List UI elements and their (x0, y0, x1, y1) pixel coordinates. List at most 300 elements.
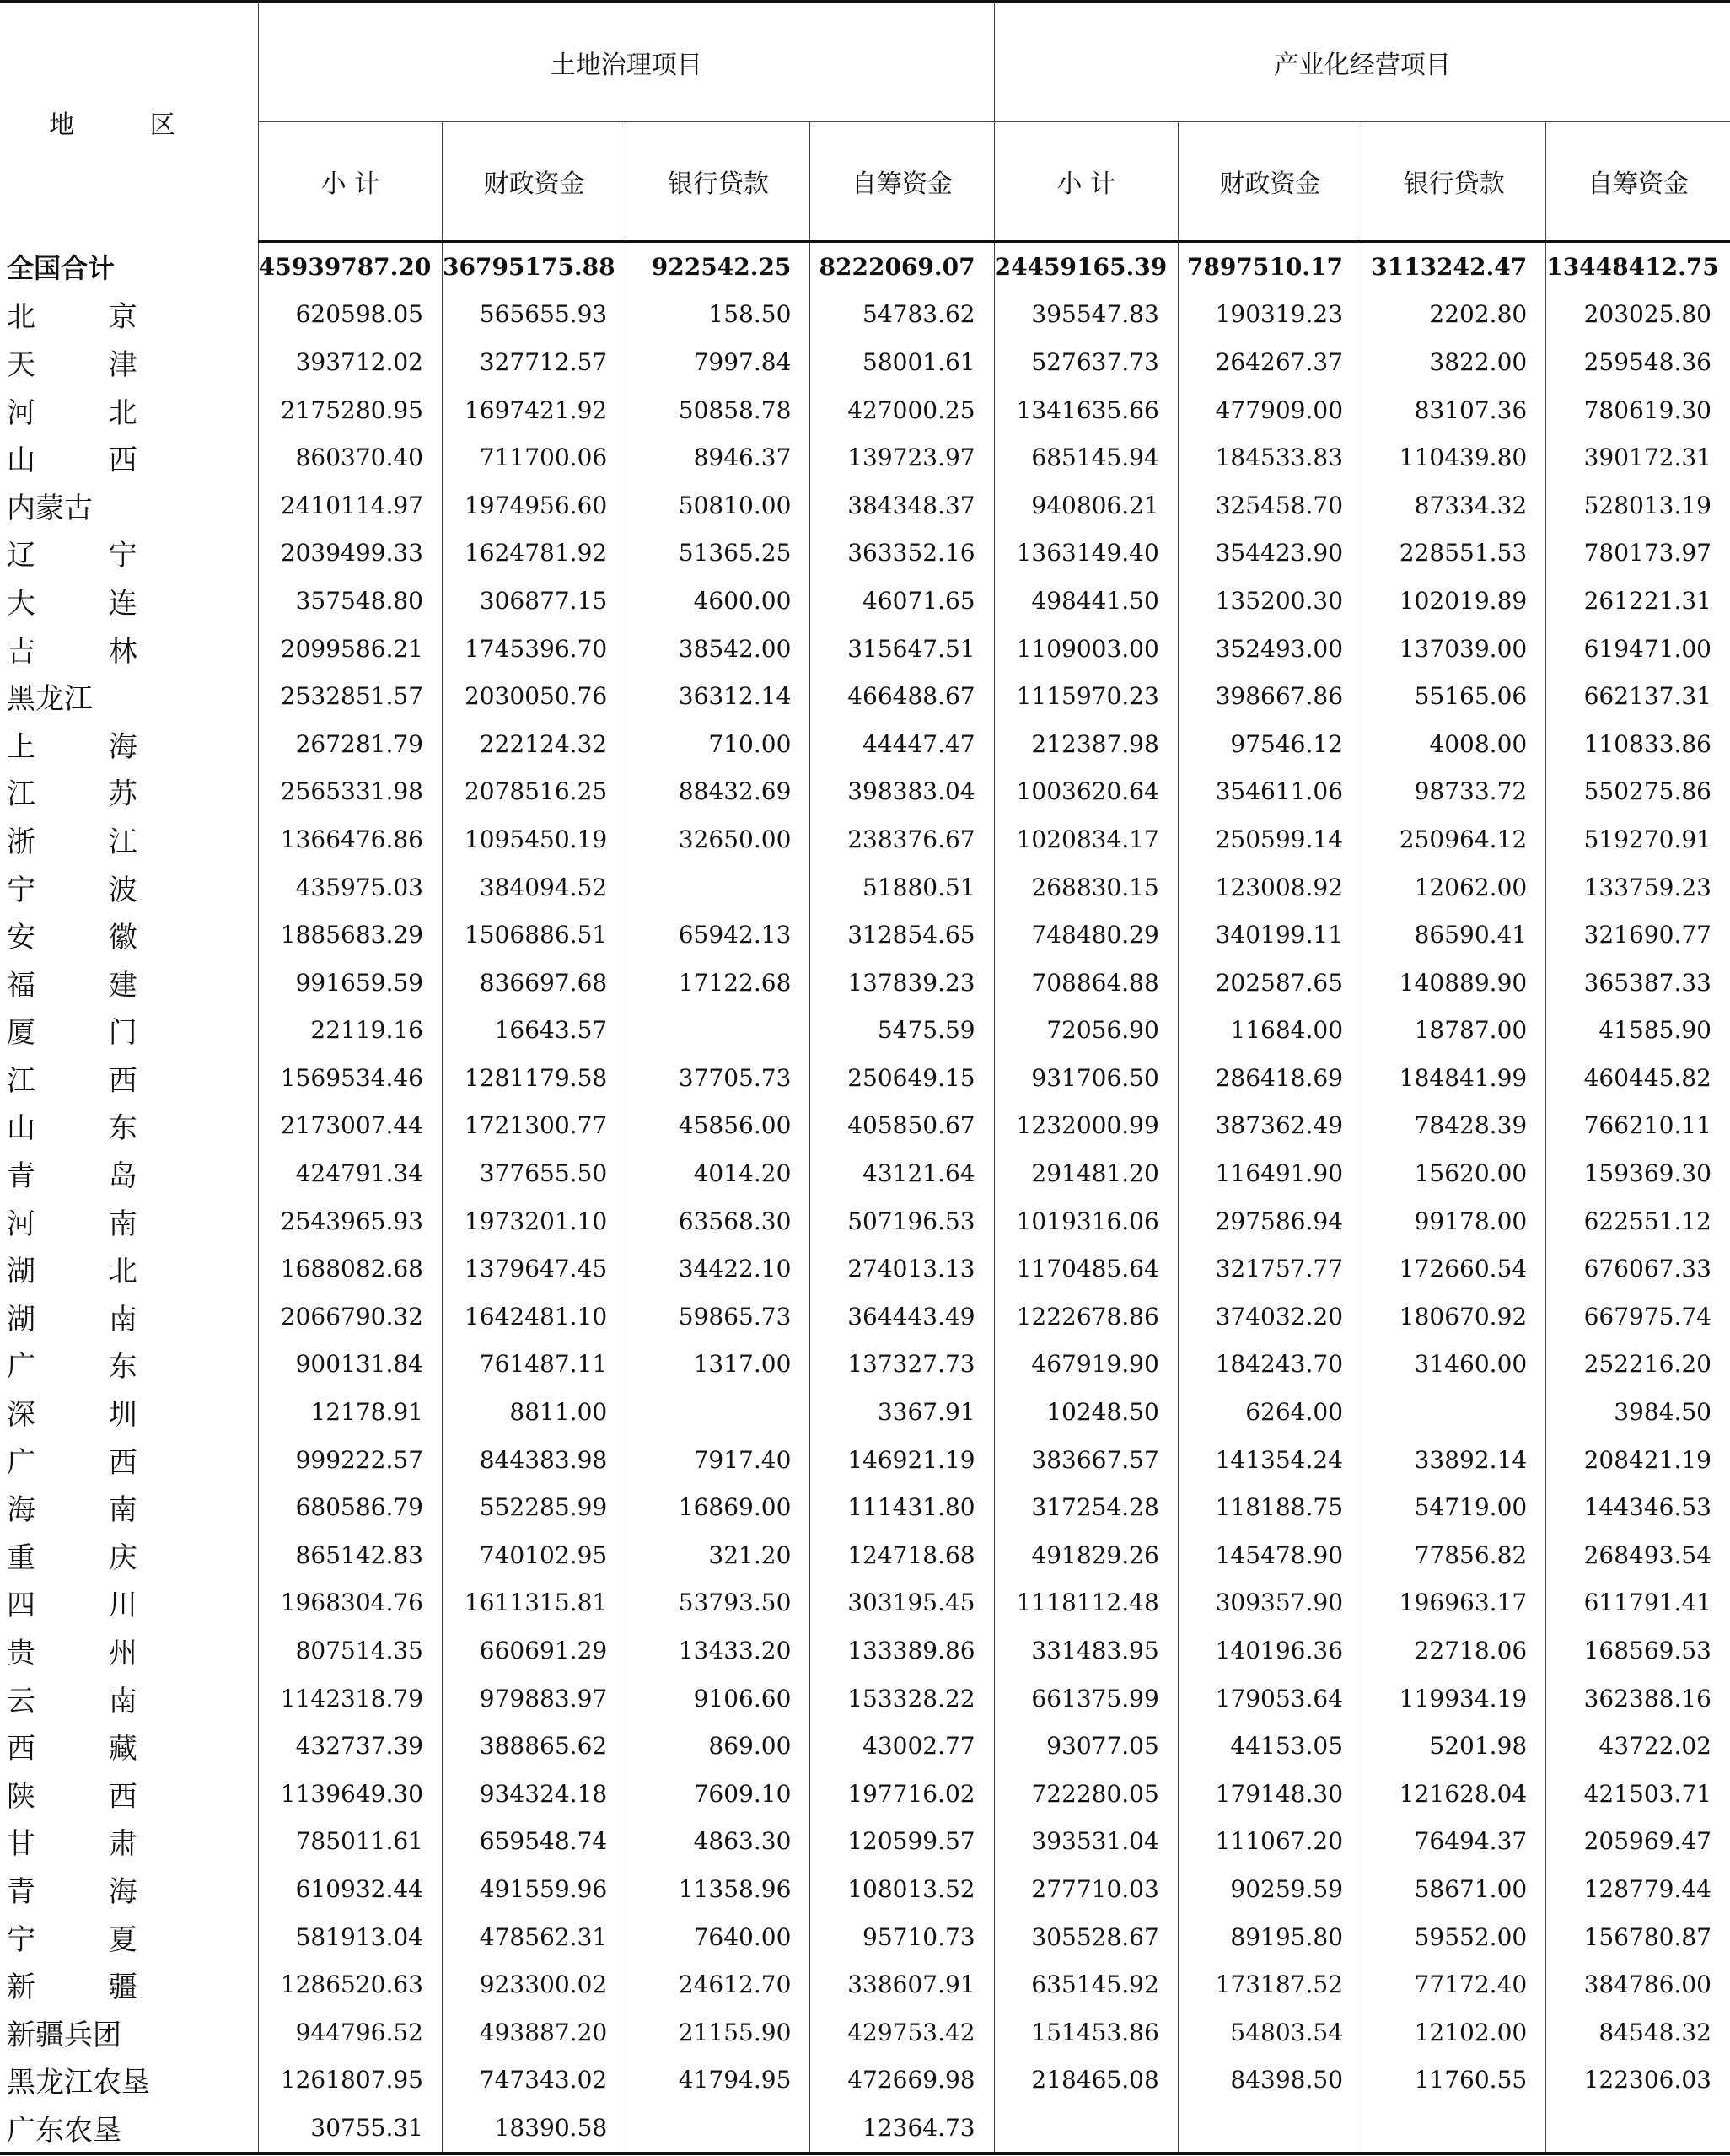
value-cell: 435975.03 (258, 863, 442, 911)
value-cell: 498441.50 (994, 577, 1178, 625)
table-row (0, 1007, 1730, 1055)
value-cell: 6264.00 (1178, 1388, 1362, 1436)
value-cell: 97546.12 (1178, 720, 1362, 768)
value-cell: 11760.55 (1362, 2057, 1546, 2105)
value-cell: 128779.44 (1546, 1865, 1730, 1913)
value-cell (1178, 2104, 1362, 2153)
value-cell: 59552.00 (1362, 1913, 1546, 1961)
value-cell: 297586.94 (1178, 1197, 1362, 1245)
value-cell: 63568.30 (626, 1197, 810, 1245)
value-cell: 303195.45 (810, 1579, 994, 1627)
value-cell (994, 2104, 1178, 2153)
value-cell: 1569534.46 (258, 1054, 442, 1102)
value-cell: 2039499.33 (258, 530, 442, 578)
value-cell: 84548.32 (1546, 2008, 1730, 2057)
value-cell: 41794.95 (626, 2057, 810, 2105)
value-cell: 519270.91 (1546, 815, 1730, 863)
value-cell: 4014.20 (626, 1149, 810, 1197)
value-cell: 398383.04 (810, 768, 994, 816)
value-cell: 55165.06 (1362, 672, 1546, 720)
value-cell: 212387.98 (994, 720, 1178, 768)
value-cell: 2532851.57 (258, 672, 442, 720)
value-cell: 12364.73 (810, 2104, 994, 2153)
value-cell: 264267.37 (1178, 338, 1362, 386)
value-cell: 338607.91 (810, 1960, 994, 2008)
value-cell: 159369.30 (1546, 1149, 1730, 1197)
value-cell: 931706.50 (994, 1054, 1178, 1102)
value-cell: 1341635.66 (994, 386, 1178, 434)
value-cell: 552285.99 (443, 1483, 626, 1531)
region-name: 吉 林 (0, 625, 258, 673)
value-cell: 205969.47 (1546, 1818, 1730, 1866)
value-cell: 208421.19 (1546, 1436, 1730, 1484)
value-cell: 317254.28 (994, 1483, 1178, 1531)
value-cell: 21155.90 (626, 2008, 810, 2057)
region-name: 山 东 (0, 1102, 258, 1150)
value-cell: 365387.33 (1546, 959, 1730, 1007)
value-cell: 944796.52 (258, 2008, 442, 2057)
value-cell: 123008.92 (1178, 863, 1362, 911)
value-cell: 860370.40 (258, 433, 442, 481)
value-cell: 1745396.70 (443, 625, 626, 673)
value-cell: 405850.67 (810, 1102, 994, 1150)
value-cell: 4600.00 (626, 577, 810, 625)
value-cell: 173187.52 (1178, 1960, 1362, 2008)
value-cell: 33892.14 (1362, 1436, 1546, 1484)
value-cell: 12178.91 (258, 1388, 442, 1436)
region-column-header: 地 区 (0, 2, 258, 242)
value-cell: 268493.54 (1546, 1531, 1730, 1579)
value-cell: 83107.36 (1362, 386, 1546, 434)
value-cell: 680586.79 (258, 1483, 442, 1531)
value-cell: 3822.00 (1362, 338, 1546, 386)
table-row (0, 386, 1730, 434)
table-header (0, 2, 1730, 242)
value-cell: 98733.72 (1362, 768, 1546, 816)
value-cell: 7640.00 (626, 1913, 810, 1961)
land-self-raised-header: 自筹资金 (810, 122, 994, 242)
value-cell: 460445.82 (1546, 1054, 1730, 1102)
value-cell (626, 863, 810, 911)
value-cell: 286418.69 (1178, 1054, 1362, 1102)
value-cell: 387362.49 (1178, 1102, 1362, 1150)
value-cell: 321757.77 (1178, 1245, 1362, 1293)
value-cell: 261221.31 (1546, 577, 1730, 625)
value-cell: 13448412.75 (1546, 242, 1730, 291)
value-cell: 24459165.39 (994, 242, 1178, 291)
value-cell: 45939787.20 (258, 242, 442, 291)
value-cell: 610932.44 (258, 1865, 442, 1913)
value-cell: 137039.00 (1362, 625, 1546, 673)
value-cell: 1286520.63 (258, 1960, 442, 2008)
value-cell: 87334.32 (1362, 481, 1546, 530)
region-name: 福 建 (0, 959, 258, 1007)
value-cell: 76494.37 (1362, 1818, 1546, 1866)
value-cell: 77856.82 (1362, 1531, 1546, 1579)
value-cell: 172660.54 (1362, 1245, 1546, 1293)
value-cell: 18390.58 (443, 2104, 626, 2153)
value-cell: 65942.13 (626, 911, 810, 959)
table-row (0, 672, 1730, 720)
region-name: 广 西 (0, 1436, 258, 1484)
value-cell: 277710.03 (994, 1865, 1178, 1913)
value-cell: 168569.53 (1546, 1626, 1730, 1675)
value-cell: 93077.05 (994, 1722, 1178, 1770)
value-cell: 31460.00 (1362, 1341, 1546, 1389)
value-cell: 991659.59 (258, 959, 442, 1007)
industry-subtotal-header: 小 计 (994, 122, 1178, 242)
table-row (0, 2104, 1730, 2153)
value-cell: 72056.90 (994, 1007, 1178, 1055)
value-cell: 923300.02 (443, 1960, 626, 2008)
value-cell: 4863.30 (626, 1818, 810, 1866)
value-cell (1362, 1388, 1546, 1436)
value-cell: 13433.20 (626, 1626, 810, 1675)
value-cell: 36795175.88 (443, 242, 626, 291)
value-cell: 869.00 (626, 1722, 810, 1770)
table-row (0, 1341, 1730, 1389)
value-cell: 305528.67 (994, 1913, 1178, 1961)
value-cell: 95710.73 (810, 1913, 994, 1961)
value-cell: 659548.74 (443, 1818, 626, 1866)
value-cell: 354611.06 (1178, 768, 1362, 816)
value-cell: 184533.83 (1178, 433, 1362, 481)
value-cell: 2175280.95 (258, 386, 442, 434)
value-cell: 2410114.97 (258, 481, 442, 530)
value-cell: 111431.80 (810, 1483, 994, 1531)
value-cell: 2099586.21 (258, 625, 442, 673)
value-cell: 398667.86 (1178, 672, 1362, 720)
value-cell: 267281.79 (258, 720, 442, 768)
value-cell: 527637.73 (994, 338, 1178, 386)
value-cell (626, 1007, 810, 1055)
value-cell: 660691.29 (443, 1626, 626, 1675)
region-name: 辽 宁 (0, 530, 258, 578)
value-cell: 844383.98 (443, 1436, 626, 1484)
land-treatment-group-header: 土地治理项目 (258, 2, 994, 122)
value-cell: 250649.15 (810, 1054, 994, 1102)
value-cell (1362, 2104, 1546, 2153)
value-cell: 2565331.98 (258, 768, 442, 816)
value-cell: 1232000.99 (994, 1102, 1178, 1150)
value-cell: 384348.37 (810, 481, 994, 530)
table-row (0, 338, 1730, 386)
value-cell: 11358.96 (626, 1865, 810, 1913)
value-cell: 393712.02 (258, 338, 442, 386)
value-cell: 17122.68 (626, 959, 810, 1007)
region-name: 宁 夏 (0, 1913, 258, 1961)
value-cell: 58671.00 (1362, 1865, 1546, 1913)
value-cell: 12102.00 (1362, 2008, 1546, 2057)
value-cell: 619471.00 (1546, 625, 1730, 673)
industry-fiscal-header: 财政资金 (1178, 122, 1362, 242)
value-cell: 383667.57 (994, 1436, 1178, 1484)
value-cell: 54783.62 (810, 291, 994, 339)
value-cell: 250964.12 (1362, 815, 1546, 863)
land-subtotal-header: 小 计 (258, 122, 442, 242)
value-cell: 661375.99 (994, 1675, 1178, 1723)
region-name: 山 西 (0, 433, 258, 481)
value-cell: 1697421.92 (443, 386, 626, 434)
value-cell: 111067.20 (1178, 1818, 1362, 1866)
value-cell: 10248.50 (994, 1388, 1178, 1436)
value-cell: 611791.41 (1546, 1579, 1730, 1627)
value-cell: 86590.41 (1362, 911, 1546, 959)
value-cell: 51365.25 (626, 530, 810, 578)
value-cell: 1003620.64 (994, 768, 1178, 816)
value-cell (626, 2104, 810, 2153)
value-cell: 2173007.44 (258, 1102, 442, 1150)
value-cell: 622551.12 (1546, 1197, 1730, 1245)
value-cell: 364443.49 (810, 1293, 994, 1341)
region-name: 贵 州 (0, 1626, 258, 1675)
value-cell: 384094.52 (443, 863, 626, 911)
region-name: 青 岛 (0, 1149, 258, 1197)
value-cell: 16643.57 (443, 1007, 626, 1055)
value-cell: 44447.47 (810, 720, 994, 768)
value-cell: 137839.23 (810, 959, 994, 1007)
region-name: 天 津 (0, 338, 258, 386)
value-cell: 43121.64 (810, 1149, 994, 1197)
value-cell: 1642481.10 (443, 1293, 626, 1341)
value-cell: 711700.06 (443, 433, 626, 481)
value-cell: 620598.05 (258, 291, 442, 339)
value-cell: 110833.86 (1546, 720, 1730, 768)
table-row (0, 768, 1730, 816)
value-cell: 78428.39 (1362, 1102, 1546, 1150)
value-cell: 374032.20 (1178, 1293, 1362, 1341)
value-cell: 1261807.95 (258, 2057, 442, 2105)
table-row (0, 1913, 1730, 1961)
region-name: 河 北 (0, 386, 258, 434)
value-cell: 807514.35 (258, 1626, 442, 1675)
table-row (0, 1818, 1730, 1866)
value-cell: 54803.54 (1178, 2008, 1362, 2057)
value-cell: 395547.83 (994, 291, 1178, 339)
table-row (0, 1483, 1730, 1531)
industry-self-raised-header: 自筹资金 (1546, 122, 1730, 242)
region-name: 江 西 (0, 1054, 258, 1102)
value-cell: 315647.51 (810, 625, 994, 673)
value-cell: 268830.15 (994, 863, 1178, 911)
value-cell: 1019316.06 (994, 1197, 1178, 1245)
value-cell (1546, 2104, 1730, 2153)
value-cell: 491559.96 (443, 1865, 626, 1913)
value-cell: 110439.80 (1362, 433, 1546, 481)
value-cell: 12062.00 (1362, 863, 1546, 911)
value-cell: 467919.90 (994, 1341, 1178, 1389)
value-cell: 137327.73 (810, 1341, 994, 1389)
region-name: 新 疆 (0, 1960, 258, 2008)
table-row (0, 433, 1730, 481)
value-cell: 1020834.17 (994, 815, 1178, 863)
value-cell: 722280.05 (994, 1770, 1178, 1818)
value-cell: 1142318.79 (258, 1675, 442, 1723)
value-cell: 748480.29 (994, 911, 1178, 959)
value-cell: 90259.59 (1178, 1865, 1362, 1913)
value-cell: 1139649.30 (258, 1770, 442, 1818)
value-cell: 37705.73 (626, 1054, 810, 1102)
value-cell: 7917.40 (626, 1436, 810, 1484)
value-cell: 940806.21 (994, 481, 1178, 530)
value-cell: 146921.19 (810, 1436, 994, 1484)
value-cell: 1281179.58 (443, 1054, 626, 1102)
region-name: 厦 门 (0, 1007, 258, 1055)
region-name: 宁 波 (0, 863, 258, 911)
value-cell: 77172.40 (1362, 1960, 1546, 2008)
industry-bank-loan-header: 银行贷款 (1362, 122, 1546, 242)
region-name: 河 南 (0, 1197, 258, 1245)
value-cell: 2543965.93 (258, 1197, 442, 1245)
value-cell: 2078516.25 (443, 768, 626, 816)
value-cell: 3984.50 (1546, 1388, 1730, 1436)
value-cell: 662137.31 (1546, 672, 1730, 720)
value-cell: 354423.90 (1178, 530, 1362, 578)
table-row (0, 1865, 1730, 1913)
value-cell: 50810.00 (626, 481, 810, 530)
value-cell: 44153.05 (1178, 1722, 1362, 1770)
value-cell: 306877.15 (443, 577, 626, 625)
value-cell: 1118112.48 (994, 1579, 1178, 1627)
table-row (0, 911, 1730, 959)
national-total-row (0, 242, 1730, 291)
value-cell: 36312.14 (626, 672, 810, 720)
table-row (0, 1675, 1730, 1723)
value-cell: 325458.70 (1178, 481, 1362, 530)
value-cell: 384786.00 (1546, 1960, 1730, 2008)
value-cell: 477909.00 (1178, 386, 1362, 434)
value-cell: 785011.61 (258, 1818, 442, 1866)
value-cell: 197716.02 (810, 1770, 994, 1818)
value-cell: 1366476.86 (258, 815, 442, 863)
region-name: 黑龙江 (0, 672, 258, 720)
value-cell: 999222.57 (258, 1436, 442, 1484)
table-row (0, 1770, 1730, 1818)
value-cell: 153328.22 (810, 1675, 994, 1723)
region-name: 湖 南 (0, 1293, 258, 1341)
value-cell: 145478.90 (1178, 1531, 1362, 1579)
value-cell: 493887.20 (443, 2008, 626, 2057)
value-cell: 1222678.86 (994, 1293, 1178, 1341)
value-cell: 51880.51 (810, 863, 994, 911)
value-cell: 1115970.23 (994, 672, 1178, 720)
value-cell: 54719.00 (1362, 1483, 1546, 1531)
value-cell: 363352.16 (810, 530, 994, 578)
value-cell: 424791.34 (258, 1149, 442, 1197)
table-row (0, 1293, 1730, 1341)
value-cell: 685145.94 (994, 433, 1178, 481)
value-cell: 7997.84 (626, 338, 810, 386)
region-name: 深 圳 (0, 1388, 258, 1436)
table-row (0, 1245, 1730, 1293)
value-cell: 427000.25 (810, 386, 994, 434)
value-cell: 321690.77 (1546, 911, 1730, 959)
value-cell: 53793.50 (626, 1579, 810, 1627)
table-row (0, 720, 1730, 768)
value-cell: 250599.14 (1178, 815, 1362, 863)
value-cell: 7897510.17 (1178, 242, 1362, 291)
region-name: 云 南 (0, 1675, 258, 1723)
value-cell: 190319.23 (1178, 291, 1362, 339)
region-name: 黑龙江农垦 (0, 2057, 258, 2105)
value-cell: 99178.00 (1362, 1197, 1546, 1245)
value-cell (626, 1388, 810, 1436)
value-cell: 202587.65 (1178, 959, 1362, 1007)
region-name: 安 徽 (0, 911, 258, 959)
value-cell: 3113242.47 (1362, 242, 1546, 291)
value-cell: 865142.83 (258, 1531, 442, 1579)
value-cell: 309357.90 (1178, 1579, 1362, 1627)
value-cell: 1721300.77 (443, 1102, 626, 1150)
value-cell: 22119.16 (258, 1007, 442, 1055)
value-cell: 340199.11 (1178, 911, 1362, 959)
value-cell: 179053.64 (1178, 1675, 1362, 1723)
region-name: 青 海 (0, 1865, 258, 1913)
value-cell: 667975.74 (1546, 1293, 1730, 1341)
table-row (0, 1531, 1730, 1579)
value-cell: 1109003.00 (994, 625, 1178, 673)
region-name: 陕 西 (0, 1770, 258, 1818)
value-cell: 140196.36 (1178, 1626, 1362, 1675)
value-cell: 432737.39 (258, 1722, 442, 1770)
table-row (0, 1149, 1730, 1197)
value-cell: 708864.88 (994, 959, 1178, 1007)
table-row (0, 1436, 1730, 1484)
value-cell: 421503.71 (1546, 1770, 1730, 1818)
region-name: 全国合计 (0, 242, 258, 291)
value-cell: 18787.00 (1362, 1007, 1546, 1055)
value-cell: 4008.00 (1362, 720, 1546, 768)
value-cell: 550275.86 (1546, 768, 1730, 816)
region-name: 海 南 (0, 1483, 258, 1531)
value-cell: 228551.53 (1362, 530, 1546, 578)
region-name: 江 苏 (0, 768, 258, 816)
value-cell: 1506886.51 (443, 911, 626, 959)
value-cell: 1973201.10 (443, 1197, 626, 1245)
value-cell: 84398.50 (1178, 2057, 1362, 2105)
value-cell: 1611315.81 (443, 1579, 626, 1627)
value-cell: 331483.95 (994, 1626, 1178, 1675)
value-cell: 327712.57 (443, 338, 626, 386)
value-cell: 222124.32 (443, 720, 626, 768)
value-cell: 1688082.68 (258, 1245, 442, 1293)
value-cell: 491829.26 (994, 1531, 1178, 1579)
value-cell: 1974956.60 (443, 481, 626, 530)
value-cell: 203025.80 (1546, 291, 1730, 339)
industrialization-group-header: 产业化经营项目 (994, 2, 1730, 122)
value-cell: 5201.98 (1362, 1722, 1546, 1770)
region-name: 重 庆 (0, 1531, 258, 1579)
table-row (0, 530, 1730, 578)
value-cell: 507196.53 (810, 1197, 994, 1245)
value-cell: 124718.68 (810, 1531, 994, 1579)
value-cell: 9106.60 (626, 1675, 810, 1723)
value-cell: 8811.00 (443, 1388, 626, 1436)
value-cell: 274013.13 (810, 1245, 994, 1293)
value-cell: 108013.52 (810, 1865, 994, 1913)
value-cell: 45856.00 (626, 1102, 810, 1150)
value-cell: 321.20 (626, 1531, 810, 1579)
value-cell: 218465.08 (994, 2057, 1178, 2105)
value-cell: 565655.93 (443, 291, 626, 339)
value-cell: 1095450.19 (443, 815, 626, 863)
region-name: 甘 肃 (0, 1818, 258, 1866)
value-cell: 836697.68 (443, 959, 626, 1007)
value-cell: 140889.90 (1362, 959, 1546, 1007)
value-cell: 119934.19 (1362, 1675, 1546, 1723)
value-cell: 15620.00 (1362, 1149, 1546, 1197)
table-row (0, 2008, 1730, 2057)
